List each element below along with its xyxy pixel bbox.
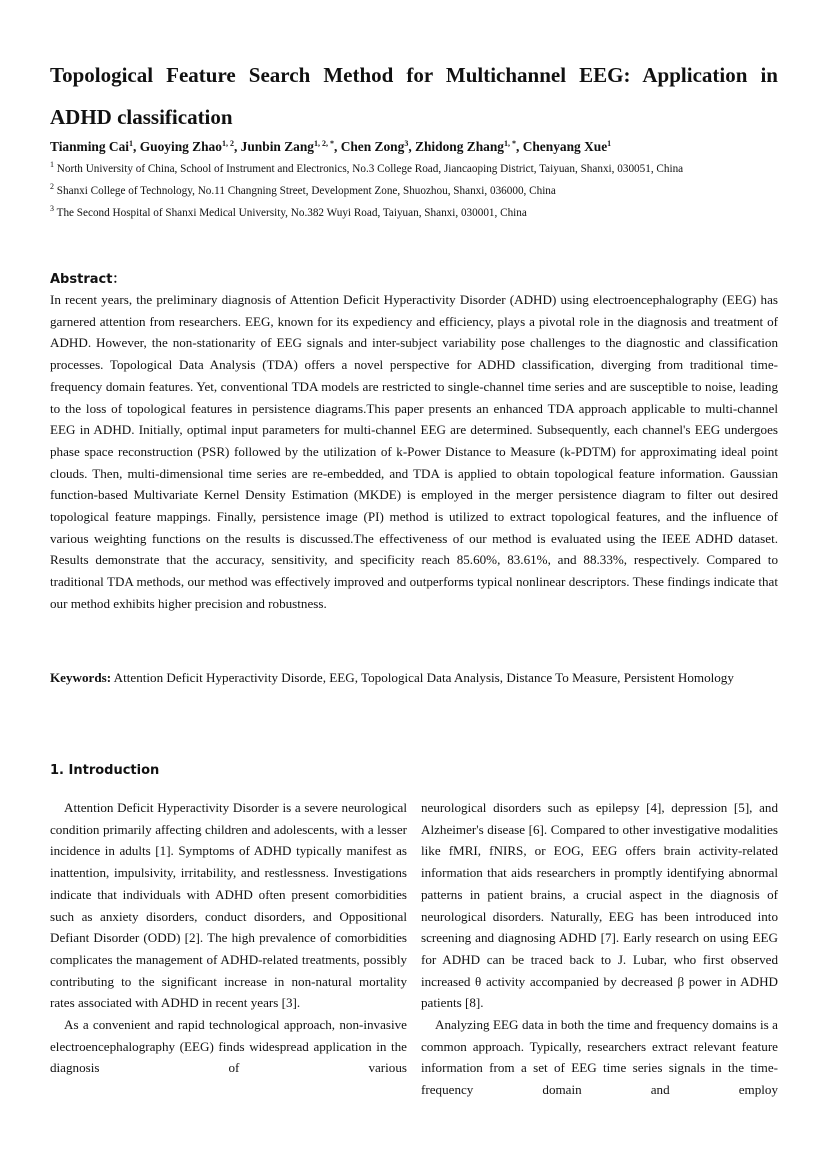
author: Chen Zong$^3$, <box>340 139 416 154</box>
affiliation: $^1$ North University of China, School of Instrument and Electronics, No.3 College Road, Jiancaoping District, Taiyuan, Shanxi, 030051, China <box>50 160 684 175</box>
paragraph: Attention Deficit Hyperactivity Disorder is a severe neurological condition primarily affecting children and adolescents, with a lesser incidence in adults [1]. Symptoms of ADHD typically manifest as inattention, impulsivity, irritability, and restlessness. Investigations indicate that individuals with ADHD often present comorbidities such as anxiety disorders, conduct disorders, and Oppositional Defiant Disorder (ODD) [2]. The high prevalence of comorbidities complicates the management of ADHD-related treatments, possibly contributing to the significant increase in non-natural mortality rates associated with ADHD in recent years [3]. <box>50 800 407 1011</box>
author: Chenyang Xue$^1$ <box>522 139 612 154</box>
right-column <box>421 797 778 1101</box>
paragraph: neurological disorders such as epilepsy [4], depression [5], and Alzheimer's disease [6]. Compared to other investigative modalities like fMRI, fNIRS, or EOG, EEG offers brain activity-related information that aids researchers in promptly identifying abnormal patterns in patient brains, a crucial aspect in the diagnosis of neurological disorders. Naturally, EEG has been introduced into screening and diagnosing ADHD [7]. Early research on using EEG for ADHD can be traced back to J. Lubar, who first observed increased θ activity accompanied by decreased β power in ADHD patients [8]. <box>421 800 778 1011</box>
author-list <box>50 139 778 155</box>
author: Tianming Cai$^1$, <box>50 139 140 154</box>
author: Guoying Zhao$^{1, 2}$, <box>139 139 241 154</box>
keywords <box>50 667 778 689</box>
section-heading-introduction: 1. Introduction <box>50 763 160 778</box>
author: Zhidong Zhang$^{1, *}$, <box>415 139 523 154</box>
keywords-label: Keywords: <box>50 670 112 685</box>
paragraph: Analyzing EEG data in both the time and frequency domains is a common approach. Typically, researchers extract relevant feature information from a set of EEG time series signals in the time-frequency domain and employ <box>421 1017 778 1098</box>
affiliation: $^2$ Shanxi College of Technology, No.11 Changning Street, Development Zone, Shuozhou, Shanxi, 036000, China <box>50 182 556 197</box>
affiliation: $^3$ The Second Hospital of Shanxi Medical University, No.382 Wuyi Road, Taiyuan, Shanxi, 030001, China <box>50 204 527 219</box>
author: Junbin Zang$^{1, 2, *}$, <box>240 139 341 154</box>
keywords-text: Attention Deficit Hyperactivity Disorde, EEG, Topological Data Analysis, Distance To Measure, Persistent Homology <box>111 670 734 685</box>
abstract-body: In recent years, the preliminary diagnosis of Attention Deficit Hyperactivity Disorder (ADHD) using electroencephalography (EEG) has garnered attention from researchers. EEG, known for its expediency and efficiency, plays a pivotal role in the diagnosis and treatment of ADHD. However, the non-stationarity of EEG signals and inter-subject variability pose challenges to the diagnostic and classification processes. Topological Data Analysis (TDA) offers a novel perspective for ADHD classification, diverging from traditional time-frequency domain features. Yet, conventional TDA models are restricted to single-channel time series and are susceptible to noise, leading to the loss of topological features in persistence diagrams.This paper presents an enhanced TDA approach applicable to multi-channel EEG in ADHD. Initially, optimal input parameters for multi-channel EEG are determined. Subsequently, each channel's EEG undergoes phase space reconstruction (PSR) followed by the utilization of k-Power Distance to Measure (k-PDTM) for approximating ideal point clouds. Then, multi-dimensional time series are re-embedded, and TDA is applied to obtain topological feature information. Gaussian function-based Multivariate Kernel Density Estimation (MKDE) is employed in the merger persistence diagram to filter out desired topological feature mappings. Finally, persistence image (PI) method is utilized to extract topological features, and the influence of various weighting functions on the results is discussed.The effectiveness of our method is evaluated using the IEEE ADHD dataset. Results demonstrate that the accuracy, sensitivity, and specificity reach 85.60%, 83.61%, and 88.33%, respectively. Compared to traditional TDA methods, our method was effectively improved and outperforms typical nonlinear descriptors. These findings indicate that our method exhibits higher precision and robustness. <box>50 292 778 611</box>
left-column <box>50 797 407 1079</box>
paper-title: Topological Feature Search Method for Multichannel EEG: Application in ADHD classification <box>50 63 778 129</box>
abstract-heading: Abstract： <box>50 272 126 287</box>
paragraph: As a convenient and rapid technological approach, non-invasive electroencephalography (EEG) finds widespread application in the diagnosis of various <box>50 1017 407 1076</box>
